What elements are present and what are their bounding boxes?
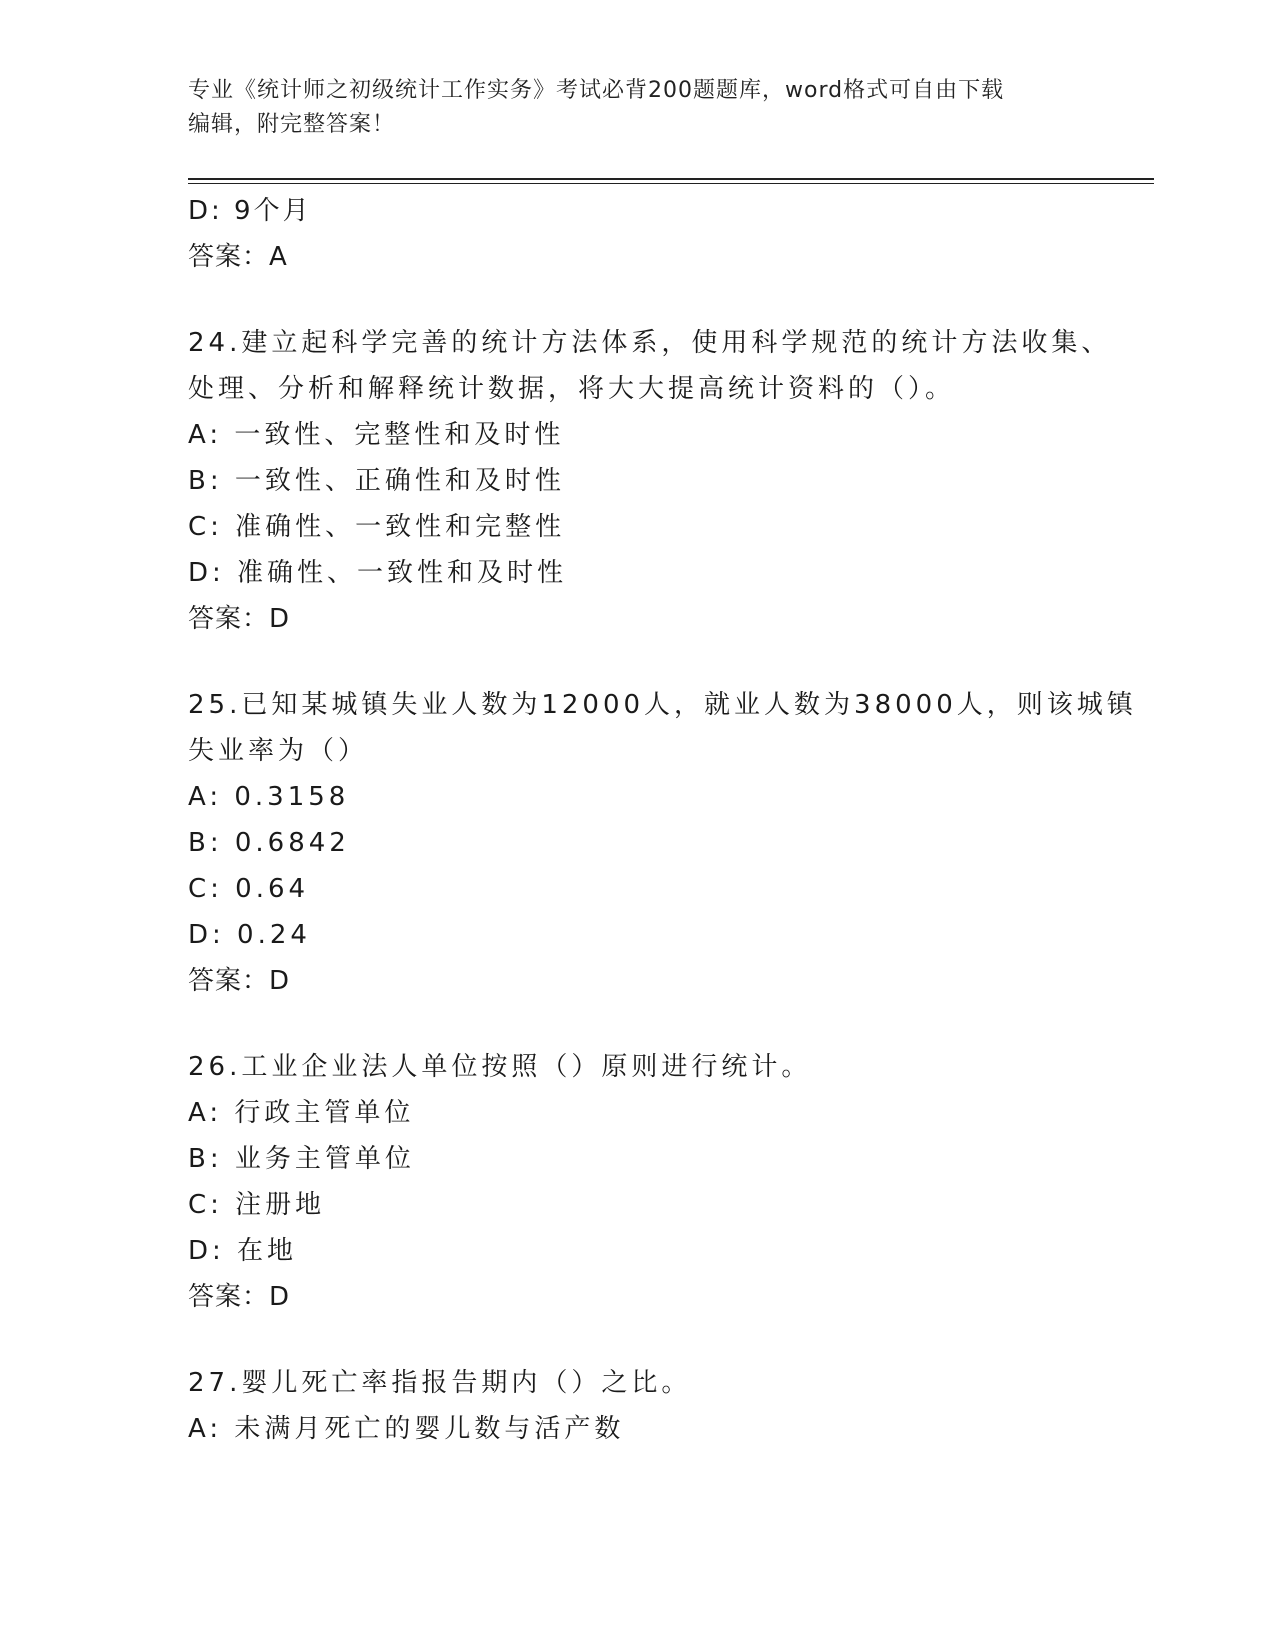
option-a: A: 一致性、完整性和及时性 bbox=[188, 420, 565, 450]
option-c: C: 0.64 bbox=[188, 874, 310, 904]
question-text-line: 处理、分析和解释统计数据，将大大提高统计资料的（）。 bbox=[188, 374, 956, 404]
spacer bbox=[188, 280, 1088, 320]
header-rule-thick bbox=[188, 178, 1154, 180]
answer-label: 答案：D bbox=[188, 604, 291, 634]
question-text-line: 24.建立起科学完善的统计方法体系，使用科学规范的统计方法收集、 bbox=[188, 328, 1112, 358]
document-header bbox=[188, 74, 1088, 142]
previous-question-tail bbox=[188, 188, 1088, 280]
answer-label: 答案：D bbox=[188, 966, 291, 996]
header-line-1: 专业《统计师之初级统计工作实务》考试必背200题题库，word格式可自由下载 bbox=[188, 78, 1005, 103]
spacer bbox=[188, 1004, 1088, 1044]
option-a: A: 0.3158 bbox=[188, 782, 350, 812]
question-text-line: 27.婴儿死亡率指报告期内（）之比。 bbox=[188, 1368, 692, 1398]
option-d: D: 准确性、一致性和及时性 bbox=[188, 558, 568, 588]
option-d: D: 0.24 bbox=[188, 920, 311, 950]
question-text-line: 26.工业企业法人单位按照（）原则进行统计。 bbox=[188, 1052, 812, 1082]
question-26 bbox=[188, 1044, 1088, 1320]
option-d: D: 9个月 bbox=[188, 196, 312, 226]
header-line-2: 编辑，附完整答案！ bbox=[188, 112, 396, 137]
spacer bbox=[188, 642, 1088, 682]
answer-label: 答案：A bbox=[188, 242, 288, 272]
spacer bbox=[188, 1320, 1088, 1360]
question-24 bbox=[188, 320, 1112, 642]
option-a: A: 未满月死亡的婴儿数与活产数 bbox=[188, 1414, 625, 1444]
option-d: D: 在地 bbox=[188, 1236, 298, 1266]
question-list bbox=[188, 188, 1137, 1452]
option-a: A: 行政主管单位 bbox=[188, 1098, 415, 1128]
option-c: C: 准确性、一致性和完整性 bbox=[188, 512, 566, 542]
option-b: B: 一致性、正确性和及时性 bbox=[188, 466, 565, 496]
question-text-line: 失业率为（） bbox=[188, 736, 369, 766]
question-25 bbox=[188, 682, 1137, 1004]
header-rule-thin bbox=[188, 183, 1154, 184]
option-c: C: 注册地 bbox=[188, 1190, 326, 1220]
option-b: B: 业务主管单位 bbox=[188, 1144, 415, 1174]
question-text-line: 25.已知某城镇失业人数为12000人，就业人数为38000人，则该城镇 bbox=[188, 690, 1137, 720]
question-27 bbox=[188, 1360, 1088, 1452]
answer-label: 答案：D bbox=[188, 1282, 291, 1312]
option-b: B: 0.6842 bbox=[188, 828, 350, 858]
